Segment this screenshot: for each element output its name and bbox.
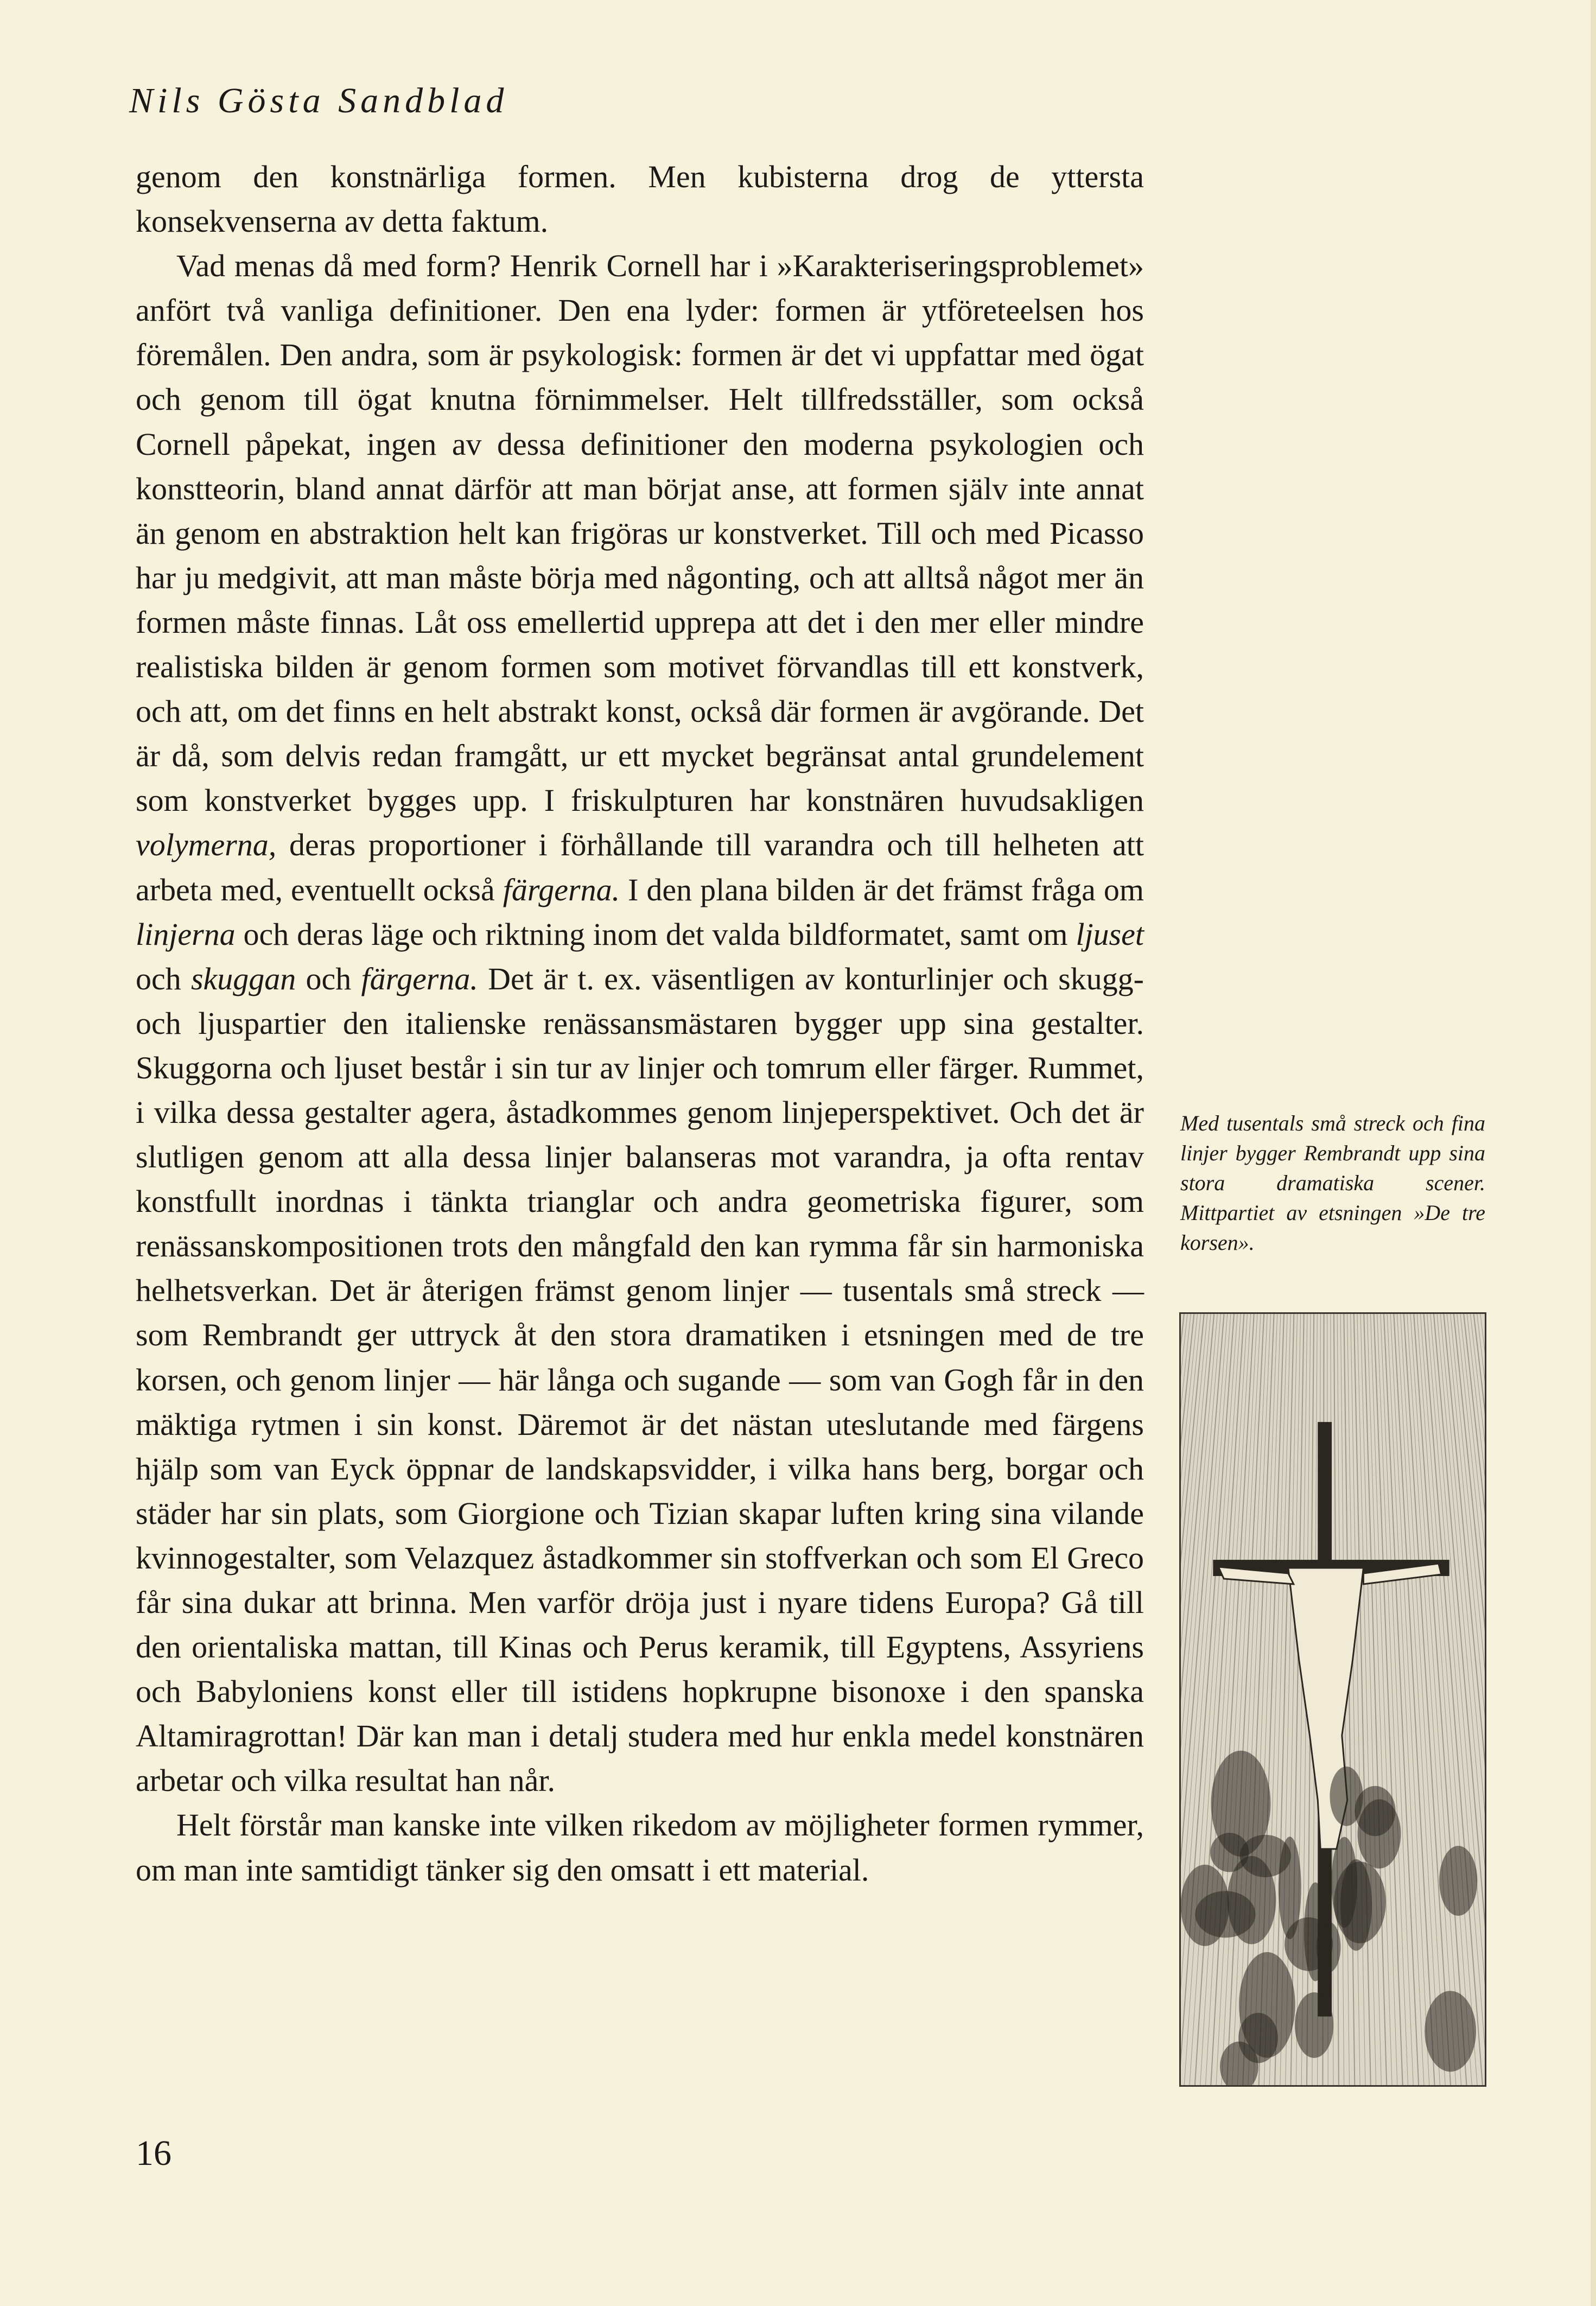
text-run: Vad menas då med form? Henrik Cornell har i »Karakteriseringsproblemet» anfört två vanliga definitioner. Den ena lyder: formen är ytföreteelsen hos föremålen. Den andra, som är psykologisk: formen är det vi uppfattar med ögat och genom till ögat knutna förnimmelser. Helt tillfredsställer, som också Cornell påpekat, ingen av dessa definitioner den moderna psykologien och konstteorin, bland annat därför att man börjat anse, att formen själv inte annat än genom en abstraktion helt kan frigöras ur konstverket. Till och med Picasso har ju medgivit, att man måste börja med någonting, och att alltså något mer än formen måste finnas. Låt oss emellertid upprepa att det i den mer eller mindre realistiska bilden är genom formen som motivet förvandlas till ett konstverk, och att, om det finns en helt abstrakt konst, också där formen är avgörande. Det är då, som delvis redan framgått, ur ett mycket begränsat antal grundelement som konstverket bygges upp. I friskulpturen har konstnären huvudsakligen xyxy=(136,248,1144,818)
italic-term: skuggan xyxy=(190,961,296,996)
paragraph xyxy=(136,1803,1144,1892)
text-run: deras proportioner i förhållande till varandra och till helheten att arbeta med, eventuellt också xyxy=(136,827,1144,907)
text-run: Det är t. ex. väsentligen av konturlinjer och skugg- och ljuspartier den italienske renässansmästaren bygger upp sina gestalter. Skuggorna och ljuset består i sin tur av linjer och tomrum eller färger. Rummet, i vilka dessa gestalter agera, åstadkommes genom linjeperspektivet. Och det är slutligen genom att alla dessa linjer balanseras mot varandra, ja ofta rentav konstfullt inordnas i tänkta trianglar och andra geometriska figurer, som renässanskompositionen trots den mångfald den kan rymma får sin harmoniska helhetsverkan. Det är återigen främst genom linjer — tusentals små streck — som Rembrandt ger uttryck åt den stora dramatiken i etsningen med de tre korsen, och genom linjer — här långa och sugande — som van Gogh får in den mäktiga rytmen i sin konst. Däremot är det nästan uteslutande med färgens hjälp som van Eyck öppnar de landskapsvidder, i vilka hans berg, borgar och städer har sin plats, som Giorgione och Tizian skapar luften kring sina vilande kvinnogestalter, som Velazquez åstadkommer sin stoffverkan och som El Greco får sina dukar att brinna. Men varför dröja just i nyare tidens Europa? Gå till den orientaliska mattan, till Kinas och Perus keramik, till Egyptens, Assyriens och Babyloniens konst eller till istidens hopkrupne bisonoxe i den spanska Altamiragrottan! Där kan man i detalj studera med hur enkla medel konstnären arbetar och vilka resultat han når. xyxy=(136,961,1144,1799)
page-number: 16 xyxy=(136,2133,171,2173)
italic-term: färgerna. xyxy=(361,961,478,996)
body-text xyxy=(136,155,1144,1892)
text-run: och xyxy=(136,961,191,996)
figure-caption: Med tusentals små streck och fina linjer bygger Rembrandt upp sina stora dramatiska scener. Mittpartiet av etsningen »De tre korsen». xyxy=(1180,1111,1485,1255)
text-run: Helt förstår man kanske inte vilken rikedom av möjligheter formen rymmer, om man inte samtidigt tänker sig den omsatt i ett material. xyxy=(136,1807,1144,1888)
text-run: och deras läge och riktning inom det valda bildformatet, samt om xyxy=(235,916,1076,952)
italic-term: volymerna, xyxy=(136,827,277,863)
italic-term: ljuset xyxy=(1076,916,1144,952)
text-run: I den plana bilden är det främst fråga om xyxy=(620,872,1144,907)
text-run: genom den konstnärliga formen. Men kubisterna drog de yttersta konsekvenserna av detta faktum. xyxy=(136,159,1144,239)
paragraph xyxy=(136,155,1144,244)
italic-term: färgerna. xyxy=(503,872,620,907)
text-run: och xyxy=(296,961,361,996)
italic-term: linjerna xyxy=(136,916,236,952)
etching-figure xyxy=(1179,1312,1486,2087)
crucifixion-etching-image xyxy=(1181,1314,1485,2085)
running-head: Nils Gösta Sandblad xyxy=(129,81,508,120)
paragraph xyxy=(136,244,1144,1803)
